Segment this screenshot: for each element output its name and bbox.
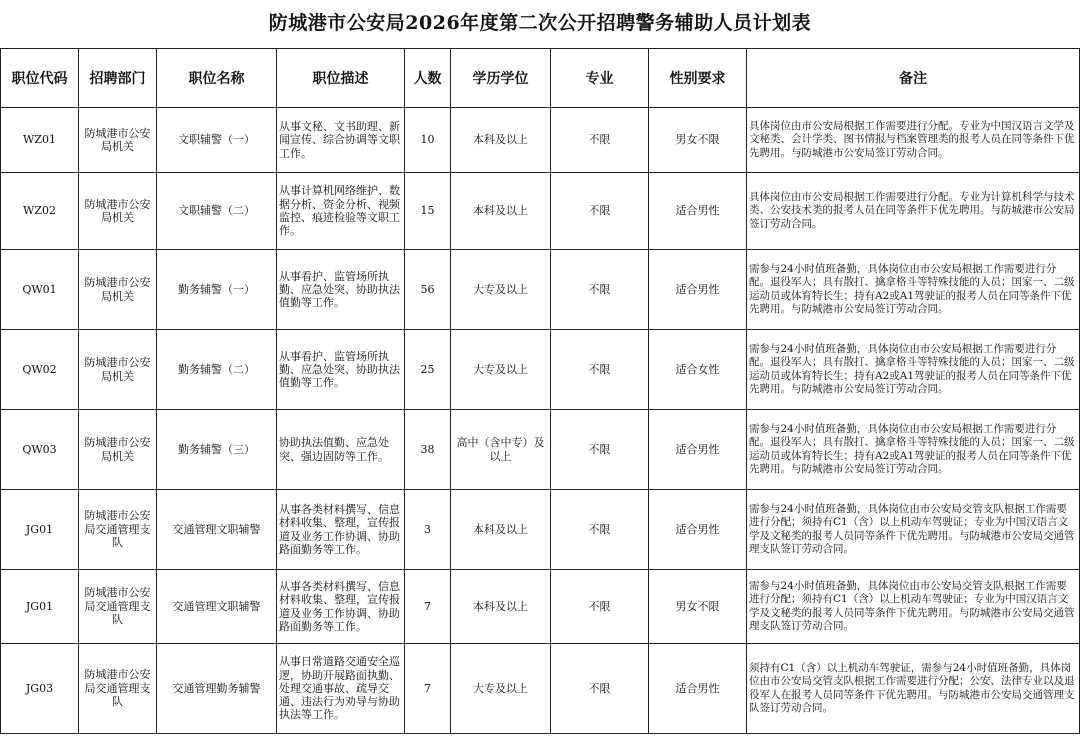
gender-requirement: 适合男性 bbox=[649, 644, 747, 734]
department: 防城港市公安局机关 bbox=[79, 250, 157, 330]
department: 防城港市公安局机关 bbox=[79, 108, 157, 173]
department: 防城港市公安局机关 bbox=[79, 173, 157, 250]
position-description: 从事看护、监管场所执勤、应急处突、协助执法值勤等工作。 bbox=[277, 330, 405, 410]
position-code: JG01 bbox=[1, 490, 79, 570]
position-name: 勤务辅警（二） bbox=[157, 330, 277, 410]
position-description: 从事各类材料撰写、信息材料收集、整理，宣传报道及业务工作协调、协助路面勤务等工作。 bbox=[277, 490, 405, 570]
remarks: 需参与24小时值班备勤，具体岗位由市公安局根据工作需要进行分配。退役军人；具有散打、擒拿格斗等特殊技能的人员；国家一、二级运动员或体育特长生；持有A2或A1驾驶证的报考人员在同等条件下优先聘用。与防城港市公安局签订劳动合同。 bbox=[747, 330, 1080, 410]
header-position-description: 职位描述 bbox=[277, 49, 405, 108]
recruitment-plan-table bbox=[0, 48, 1080, 734]
department: 防城港市公安局交通管理支队 bbox=[79, 490, 157, 570]
education: 高中（含中专）及以上 bbox=[451, 410, 551, 490]
headcount: 3 bbox=[405, 490, 451, 570]
major: 不限 bbox=[551, 108, 649, 173]
remarks: 需参与24小时值班备勤，具体岗位由市公安局交管支队根据工作需要进行分配；须持有C1（含）以上机动车驾驶证；专业为中国汉语言文学及文秘类的报考人员同等条件下优先聘用。与防城港市公安局交通管理支队签订劳动合同。 bbox=[747, 570, 1080, 644]
major: 不限 bbox=[551, 250, 649, 330]
position-name: 勤务辅警（三） bbox=[157, 410, 277, 490]
position-description: 从事看护、监管场所执勤、应急处突、协助执法值勤等工作。 bbox=[277, 250, 405, 330]
position-code: QW01 bbox=[1, 250, 79, 330]
major: 不限 bbox=[551, 644, 649, 734]
position-name: 交通管理勤务辅警 bbox=[157, 644, 277, 734]
position-code: JG01 bbox=[1, 570, 79, 644]
header-gender: 性别要求 bbox=[649, 49, 747, 108]
headcount: 7 bbox=[405, 644, 451, 734]
table-row bbox=[1, 490, 1080, 570]
position-name: 勤务辅警（一） bbox=[157, 250, 277, 330]
gender-requirement: 男女不限 bbox=[649, 108, 747, 173]
headcount: 15 bbox=[405, 173, 451, 250]
education: 本科及以上 bbox=[451, 173, 551, 250]
position-name: 文职辅警（一） bbox=[157, 108, 277, 173]
department: 防城港市公安局机关 bbox=[79, 330, 157, 410]
gender-requirement: 适合男性 bbox=[649, 490, 747, 570]
table-header-row bbox=[1, 49, 1080, 108]
remarks: 需参与24小时值班备勤，具体岗位由市公安局根据工作需要进行分配。退役军人；具有散打、擒拿格斗等特殊技能的人员；国家一、二级运动员或体育特长生；持有A2或A1驾驶证的报考人员在同等条件下优先聘用。与防城港市公安局签订劳动合同。 bbox=[747, 410, 1080, 490]
position-description: 从事文秘、文书助理、新闻宣传、综合协调等文职工作。 bbox=[277, 108, 405, 173]
gender-requirement: 适合男性 bbox=[649, 410, 747, 490]
remarks: 须持有C1（含）以上机动车驾驶证，需参与24小时值班备勤，具体岗位由市公安局交管支队根据工作需要进行分配；公安、法律专业以及退役军人在报考人员同等条件下优先聘用。与防城港市公安局交通管理支队签订劳动合同。 bbox=[747, 644, 1080, 734]
header-major: 专业 bbox=[551, 49, 649, 108]
header-department: 招聘部门 bbox=[79, 49, 157, 108]
header-position-name: 职位名称 bbox=[157, 49, 277, 108]
header-remarks: 备注 bbox=[747, 49, 1080, 108]
gender-requirement: 适合男性 bbox=[649, 250, 747, 330]
position-code: JG03 bbox=[1, 644, 79, 734]
position-description: 从事日常道路交通安全巡逻，协助开展路面执勤、处理交通事故、疏导交通、违法行为劝导与协助执法等工作。 bbox=[277, 644, 405, 734]
gender-requirement: 男女不限 bbox=[649, 570, 747, 644]
position-description: 协助执法值勤、应急处突、强边固防等工作。 bbox=[277, 410, 405, 490]
education: 本科及以上 bbox=[451, 570, 551, 644]
gender-requirement: 适合男性 bbox=[649, 173, 747, 250]
position-code: QW02 bbox=[1, 330, 79, 410]
position-code: WZ01 bbox=[1, 108, 79, 173]
major: 不限 bbox=[551, 490, 649, 570]
remarks: 需参与24小时值班备勤，具体岗位由市公安局根据工作需要进行分配。退役军人；具有散打、擒拿格斗等特殊技能的人员；国家一、二级运动员或体育特长生；持有A2或A1驾驶证的报考人员在同等条件下优先聘用。与防城港市公安局签订劳动合同。 bbox=[747, 250, 1080, 330]
remarks: 需参与24小时值班备勤，具体岗位由市公安局交管支队根据工作需要进行分配；须持有C1（含）以上机动车驾驶证；专业为中国汉语言文学及文秘类的报考人员同等条件下优先聘用。与防城港市公安局交通管理支队签订劳动合同。 bbox=[747, 490, 1080, 570]
position-code: QW03 bbox=[1, 410, 79, 490]
header-education: 学历学位 bbox=[451, 49, 551, 108]
remarks: 具体岗位由市公安局根据工作需要进行分配。专业为中国汉语言文学及文秘类、会计学类、图书情报与档案管理类的报考人员在同等条件下优先聘用。与防城港市公安局签订劳动合同。 bbox=[747, 108, 1080, 173]
education: 本科及以上 bbox=[451, 490, 551, 570]
major: 不限 bbox=[551, 570, 649, 644]
headcount: 38 bbox=[405, 410, 451, 490]
headcount: 25 bbox=[405, 330, 451, 410]
gender-requirement: 适合女性 bbox=[649, 330, 747, 410]
major: 不限 bbox=[551, 330, 649, 410]
table-row bbox=[1, 410, 1080, 490]
department: 防城港市公安局交通管理支队 bbox=[79, 644, 157, 734]
position-name: 交通管理文职辅警 bbox=[157, 570, 277, 644]
education: 本科及以上 bbox=[451, 108, 551, 173]
department: 防城港市公安局交通管理支队 bbox=[79, 570, 157, 644]
headcount: 56 bbox=[405, 250, 451, 330]
table-row bbox=[1, 330, 1080, 410]
education: 大专及以上 bbox=[451, 250, 551, 330]
position-name: 文职辅警（二） bbox=[157, 173, 277, 250]
table-row bbox=[1, 108, 1080, 173]
education: 大专及以上 bbox=[451, 330, 551, 410]
position-description: 从事各类材料撰写、信息材料收集、整理，宣传报道及业务工作协调、协助路面勤务等工作。 bbox=[277, 570, 405, 644]
position-name: 交通管理文职辅警 bbox=[157, 490, 277, 570]
table-row bbox=[1, 644, 1080, 734]
table-row bbox=[1, 570, 1080, 644]
major: 不限 bbox=[551, 173, 649, 250]
headcount: 10 bbox=[405, 108, 451, 173]
table-row bbox=[1, 173, 1080, 250]
position-code: WZ02 bbox=[1, 173, 79, 250]
header-headcount: 人数 bbox=[405, 49, 451, 108]
major: 不限 bbox=[551, 410, 649, 490]
department: 防城港市公安局机关 bbox=[79, 410, 157, 490]
table-row bbox=[1, 250, 1080, 330]
position-description: 从事计算机网络维护、数据分析、资金分析、视频监控、痕迹检验等文职工作。 bbox=[277, 173, 405, 250]
page-title: 防城港市公安局2026年度第二次公开招聘警务辅助人员计划表 bbox=[268, 12, 812, 34]
remarks: 具体岗位由市公安局根据工作需要进行分配。专业为计算机科学与技术类、公安技术类的报考人员在同等条件下优先聘用。与防城港市公安局签订劳动合同。 bbox=[747, 173, 1080, 250]
headcount: 7 bbox=[405, 570, 451, 644]
education: 大专及以上 bbox=[451, 644, 551, 734]
header-position-code: 职位代码 bbox=[1, 49, 79, 108]
